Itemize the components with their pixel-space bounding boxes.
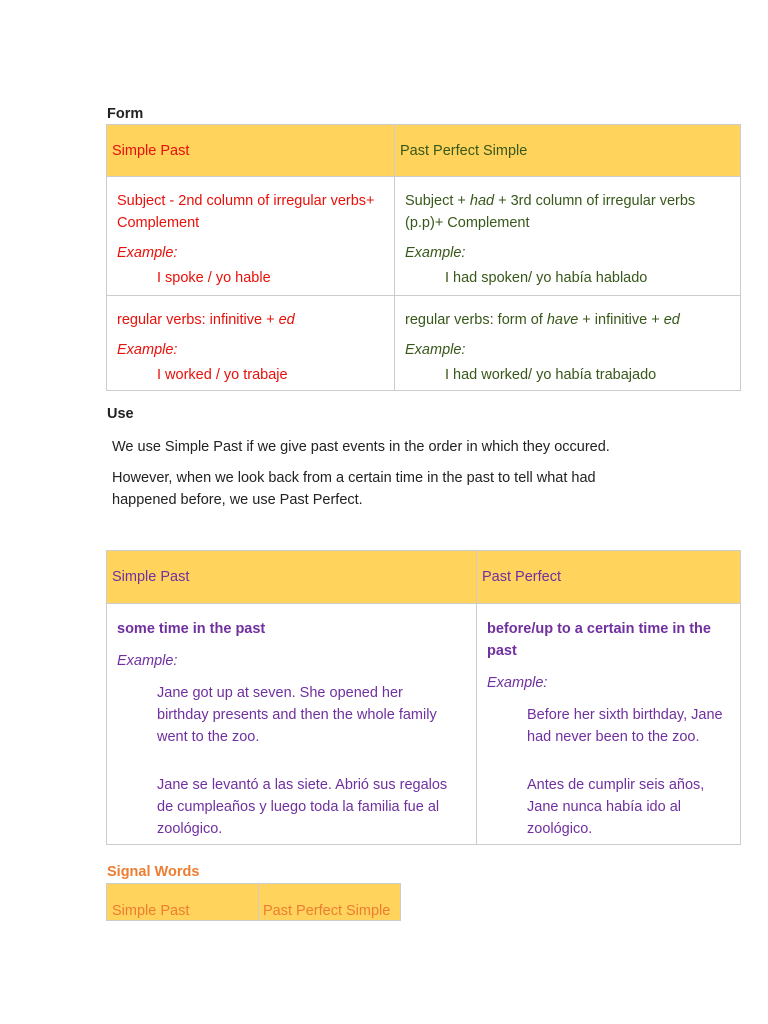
form-pp-regular-rule: regular verbs: form of have + infinitive + ed xyxy=(405,312,680,328)
compare-table xyxy=(106,550,741,845)
compare-sp-title: some time in the past xyxy=(117,621,266,637)
form-col-simple-past: Simple Past xyxy=(107,125,395,177)
compare-pp-title: before/up to a certain time in the past xyxy=(487,621,711,659)
compare-sp-example-es: Jane se levantó a las siete. Abrió sus regalos de cumpleaños y luego toda la familia fue al zoológico. xyxy=(157,777,448,837)
example-label: Example: xyxy=(405,245,466,261)
example-label: Example: xyxy=(117,653,178,669)
form-table xyxy=(106,124,741,391)
compare-col-past-perfect: Past Perfect xyxy=(477,551,741,604)
example-label: Example: xyxy=(405,342,466,358)
form-sp-irregular-example: I spoke / yo hable xyxy=(157,270,271,286)
use-paragraph-2: However, when we look back from a certain time in the past to tell what had happened before, we use Past Perfect. xyxy=(112,470,596,508)
form-sp-regular-cell xyxy=(107,296,395,391)
table-row xyxy=(107,604,741,845)
example-label: Example: xyxy=(487,675,548,691)
form-col-past-perfect: Past Perfect Simple xyxy=(395,125,741,177)
form-pp-irregular-example: I had spoken/ yo había hablado xyxy=(445,270,648,286)
table-row xyxy=(107,177,741,296)
form-pp-regular-cell xyxy=(395,296,741,391)
form-pp-regular-example: I had worked/ yo había trabajado xyxy=(445,367,657,383)
compare-pp-cell xyxy=(477,604,741,845)
form-sp-irregular-cell xyxy=(107,177,395,296)
signal-words-table xyxy=(106,883,401,921)
form-sp-irregular-rule: Subject - 2nd column of irregular verbs+ Complement xyxy=(117,193,375,231)
compare-sp-cell xyxy=(107,604,477,845)
compare-sp-example-en: Jane got up at seven. She opened her birthday presents and then the whole family went to the zoo. xyxy=(157,685,437,745)
form-pp-irregular-cell xyxy=(395,177,741,296)
signal-col-simple-past: Simple Past xyxy=(107,884,259,921)
example-label: Example: xyxy=(117,342,178,358)
use-paragraph-1: We use Simple Past if we give past events in the order in which they occured. xyxy=(112,439,610,455)
compare-pp-example-es: Antes de cumplir seis años, Jane nunca había ido al zoológico. xyxy=(527,777,705,837)
form-heading: Form xyxy=(107,106,144,122)
example-label: Example: xyxy=(117,245,178,261)
signal-words-heading: Signal Words xyxy=(107,864,200,880)
use-heading: Use xyxy=(107,406,134,422)
form-sp-regular-example: I worked / yo trabaje xyxy=(157,367,288,383)
table-row xyxy=(107,296,741,391)
compare-col-simple-past: Simple Past xyxy=(107,551,477,604)
form-pp-irregular-rule: Subject + had + 3rd column of irregular verbs (p.p)+ Complement xyxy=(405,193,696,231)
form-sp-regular-rule: regular verbs: infinitive + ed xyxy=(117,312,295,328)
compare-pp-example-en: Before her sixth birthday, Jane had never been to the zoo. xyxy=(527,707,723,745)
signal-col-past-perfect: Past Perfect Simple xyxy=(259,884,401,921)
